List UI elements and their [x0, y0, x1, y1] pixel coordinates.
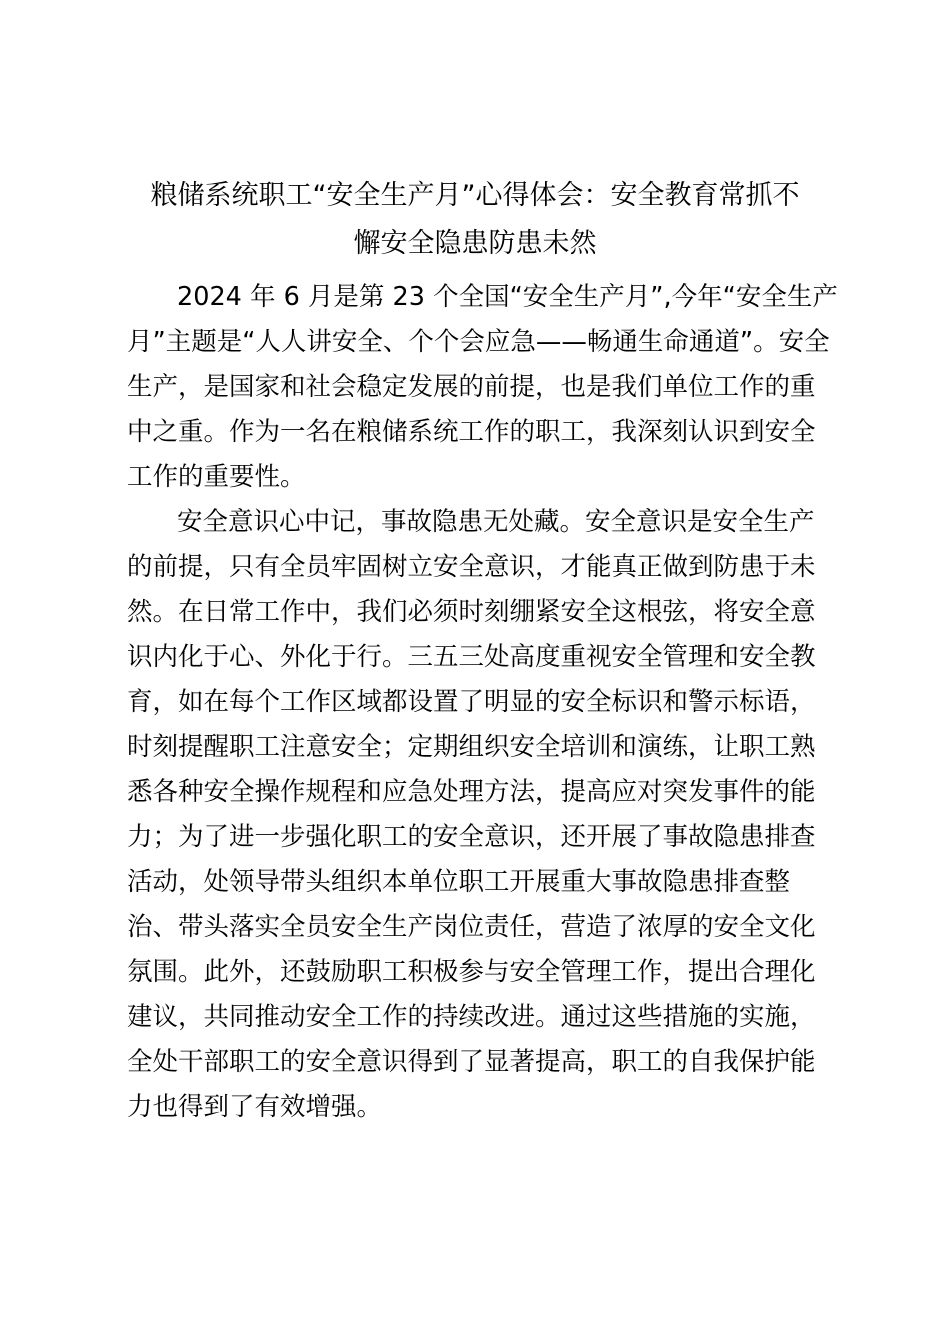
- paragraph-2-line-2: 的前提，只有全员牢固树立安全意识，才能真正做到防患于未: [127, 552, 816, 582]
- paragraph-1-line-1: 2024 年 6 月是第 23 个全国“安全生产月”,今年“安全生产: [177, 282, 838, 312]
- paragraph-1-line-5: 工作的重要性。: [127, 462, 306, 492]
- paragraph-2-line-14: 力也得到了有效增强。: [127, 1092, 383, 1122]
- document-title-line-2: 懈安全隐患防患未然: [353, 228, 597, 259]
- paragraph-1-line-2: 月”主题是“人人讲安全、个个会应急——畅通生命通道”。安全: [127, 327, 830, 357]
- paragraph-2-line-10: 治、带头落实全员安全生产岗位责任，营造了浓厚的安全文化: [127, 912, 816, 942]
- paragraph-2-line-1: 安全意识心中记，事故隐患无处藏。安全意识是安全生产: [177, 507, 815, 537]
- paragraph-2-line-11: 氛围。此外，还鼓励职工积极参与安全管理工作，提出合理化: [127, 957, 816, 987]
- paragraph-2-line-6: 时刻提醒职工注意安全；定期组织安全培训和演练，让职工熟: [127, 732, 816, 762]
- paragraph-2-line-7: 悉各种安全操作规程和应急处理方法，提高应对突发事件的能: [127, 777, 816, 807]
- paragraph-2-line-4: 识内化于心、外化于行。三五三处高度重视安全管理和安全教: [127, 642, 816, 672]
- paragraph-1-line-3: 生产，是国家和社会稳定发展的前提，也是我们单位工作的重: [127, 372, 816, 402]
- paragraph-2-line-3: 然。在日常工作中，我们必须时刻绷紧安全这根弦，将安全意: [127, 597, 816, 627]
- paragraph-2-line-8: 力；为了进一步强化职工的安全意识，还开展了事故隐患排查: [127, 822, 816, 852]
- paragraph-2-line-12: 建议，共同推动安全工作的持续改进。通过这些措施的实施，: [127, 1002, 816, 1032]
- paragraph-2-line-5: 育，如在每个工作区域都设置了明显的安全标识和警示标语，: [127, 687, 816, 717]
- paragraph-2-line-13: 全处干部职工的安全意识得到了显著提高，职工的自我保护能: [127, 1047, 816, 1077]
- paragraph-1-line-4: 中之重。作为一名在粮储系统工作的职工，我深刻认识到安全: [127, 417, 816, 447]
- paragraph-2-line-9: 活动，处领导带头组织本单位职工开展重大事故隐患排查整: [127, 867, 791, 897]
- document-title-line-1: 粮储系统职工“安全生产月”心得体会：安全教育常抓不: [150, 180, 800, 211]
